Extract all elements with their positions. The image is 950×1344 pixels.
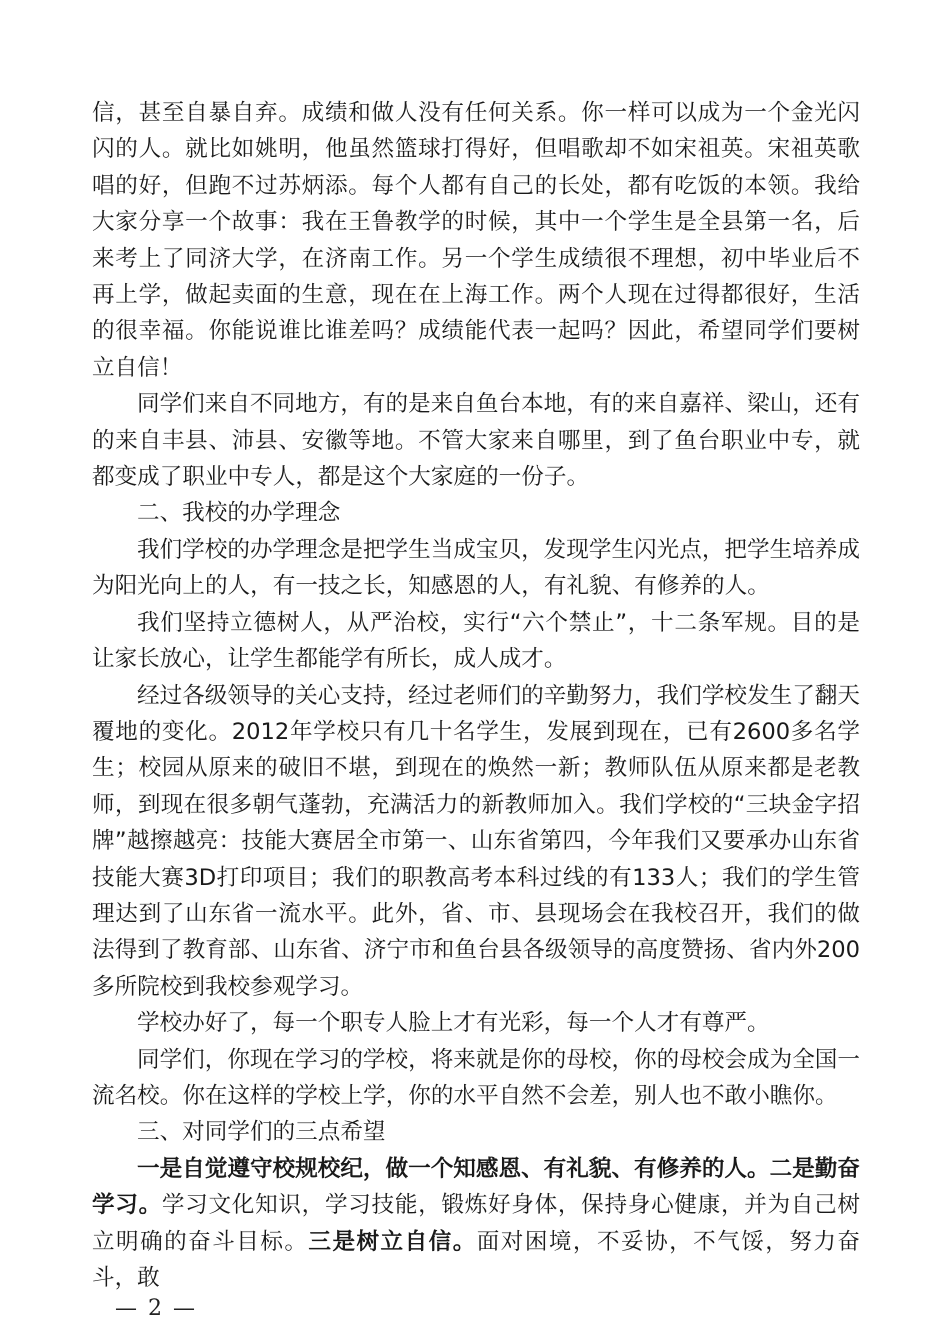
text-segment: 学习文化知识，学习技能，锻炼好身体，保持身心健康，并为自己树立明确的奋斗目标。 — [92, 1192, 861, 1255]
text-segment: 信，甚至自暴自弃。成绩和做人没有任何关系。你一样可以成为一个金光闪闪的人。就比如姚明，他虽然篮球打得好，但唱歌却不如宋祖英。宋祖英歌唱的好，但跑不过苏炳添。每个人都有自己的长处，都有吃饭的本领。我给大家分享一个故事：我在王鲁教学的时候，其中一个学生是全县第一名，后来考上了同济大学，在济南工作。另一个学生成绩很不理想，初中毕业后不再上学，做起卖面的生意，现在在上海工作。两个人现在过得都很好，生活的很幸福。你能说谁比谁差吗？成绩能代表一起吗？因此，希望同学们要树立自信！ — [92, 100, 860, 381]
paragraph — [92, 495, 860, 531]
text-segment: 同学们来自不同地方，有的是来自鱼台本地，有的来自嘉祥、梁山，还有的来自丰县、沛县、安徽等地。不管大家来自哪里，到了鱼台职业中专，就都变成了职业中专人，都是这个大家庭的一份子。 — [92, 391, 860, 491]
text-segment: 二、我校的办学理念 — [137, 500, 341, 527]
paragraph — [92, 1005, 860, 1041]
page-number: — 2 — — [115, 1296, 197, 1321]
paragraph — [92, 1114, 860, 1150]
paragraph — [92, 1151, 860, 1297]
paragraph — [92, 605, 860, 678]
text-segment: 同学们，你现在学习的学校，将来就是你的母校，你的母校会成为全国一流名校。你在这样的学校上学，你的水平自然不会差，别人也不敢小瞧你。 — [92, 1046, 860, 1109]
paragraph — [92, 1042, 860, 1115]
document-body — [92, 95, 860, 1296]
text-segment: 面对困境，不妥协，不气馁，努力奋斗，敢 — [92, 1228, 861, 1291]
bold-text-segment: 三是树立自信。 — [308, 1228, 477, 1255]
text-segment: 经过各级领导的关心支持，经过老师们的辛勤努力，我们学校发生了翻天覆地的变化。2012年学校只有几十名学生，发展到现在，已有2600多名学生；校园从原来的破旧不堪，到现在的焕然一新；教师队伍从原来都是老教师，到现在很多朝气蓬勃，充满活力的新教师加入。我们学校的“三块金字招牌”越擦越亮：技能大赛居全市第一、山东省第四，今年我们又要承办山东省技能大赛3D打印项目；我们的职教高考本科过线的有133人；我们的学生管理达到了山东省一流水平。此外，省、市、县现场会在我校召开，我们的做法得到了教育部、山东省、济宁市和鱼台县各级领导的高度赞扬、省内外200多所院校到我校参观学习。 — [92, 682, 860, 1000]
paragraph — [92, 386, 860, 495]
text-segment: 我们坚持立德树人，从严治校，实行“六个禁止”，十二条军规。目的是让家长放心，让学生都能学有所长，成人成才。 — [92, 609, 860, 673]
paragraph — [92, 678, 860, 1006]
text-segment: 学校办好了，每一个职专人脸上才有光彩，每一个人才有尊严。 — [137, 1010, 770, 1037]
bold-text-segment: 一是自觉遵守校规校纪，做一个知感恩、有礼貌、有修养的人。二是勤奋学习。 — [92, 1155, 860, 1219]
text-segment: 三、对同学们的三点希望 — [137, 1119, 386, 1146]
text-segment: 我们学校的办学理念是把学生当成宝贝，发现学生闪光点，把学生培养成为阳光向上的人，有一技之长，知感恩的人，有礼貌、有修养的人。 — [92, 536, 860, 600]
paragraph — [92, 532, 860, 605]
paragraph — [92, 95, 860, 386]
